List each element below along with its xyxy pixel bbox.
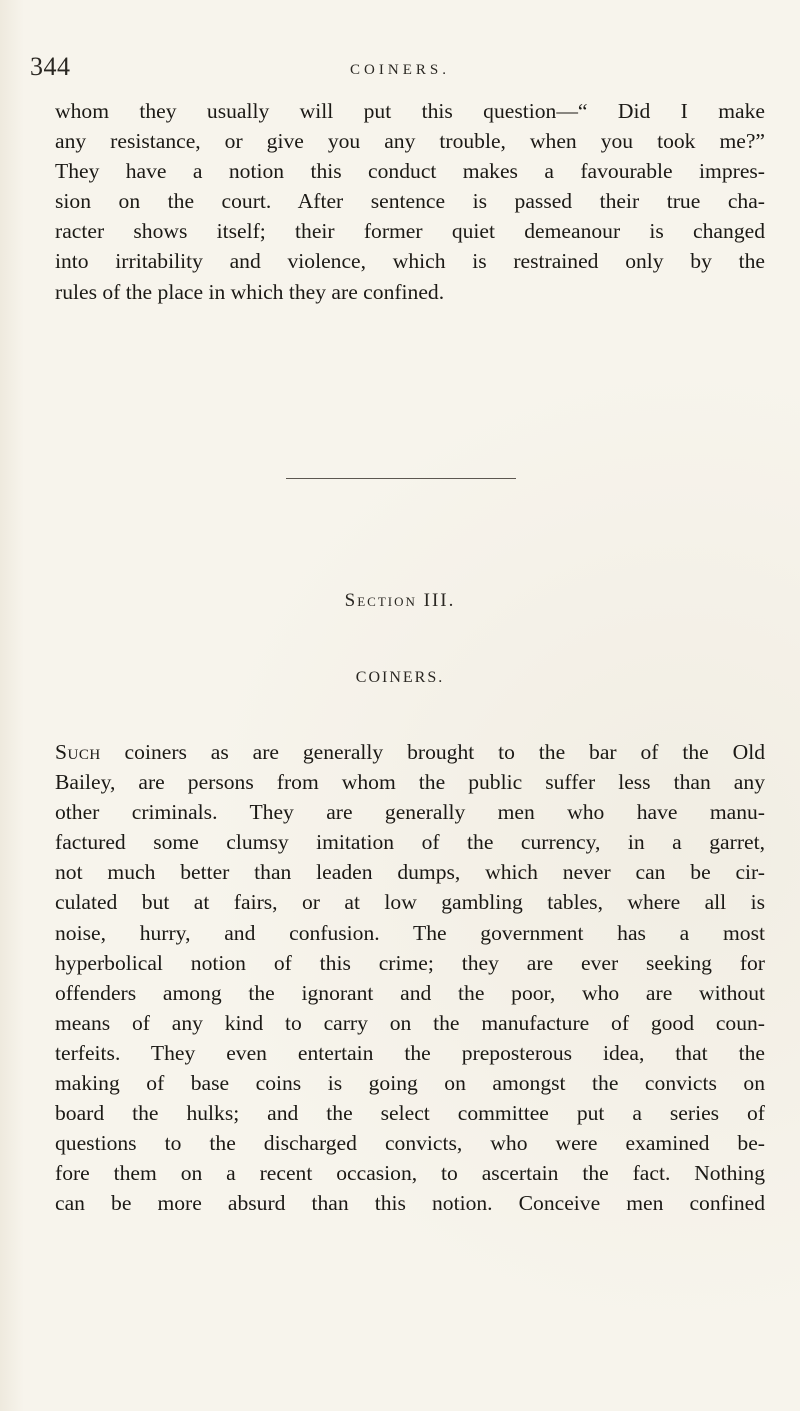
- text-line: can be more absurd than this notion. Conceive men confined: [55, 1191, 765, 1216]
- text-line: fore them on a recent occasion, to ascertain the fact. Nothing: [55, 1161, 765, 1186]
- text-line: not much better than leaden dumps, which never can be cir-: [55, 860, 765, 885]
- text-line: any resistance, or give you any trouble, when you took me?”: [55, 129, 765, 154]
- text-line: means of any kind to carry on the manufacture of good coun-: [55, 1010, 765, 1035]
- text-line: terfeits. They even entertain the preposterous idea, that the: [55, 1040, 765, 1065]
- text-line: culated but at fairs, or at low gambling tables, where all is: [55, 890, 765, 915]
- text-line: making of base coins is going on amongst the convicts on: [55, 1071, 765, 1096]
- opening-word: Such: [55, 740, 101, 764]
- text-line: questions to the discharged convicts, who were examined be-: [55, 1131, 765, 1156]
- text-line: noise, hurry, and confusion. The government has a most: [55, 920, 765, 945]
- running-head-title: COINERS.: [350, 62, 450, 78]
- text-line: factured some clumsy imitation of the currency, in a garret,: [55, 830, 765, 855]
- text-line: other criminals. They are generally men who have manu-: [55, 800, 765, 825]
- paragraph-2: [55, 737, 765, 1219]
- text-line: into irritability and violence, which is restrained only by the: [55, 249, 765, 274]
- text-line: hyperbolical notion of this crime; they are ever seeking for: [55, 950, 765, 975]
- page-number: 344: [30, 52, 71, 81]
- paragraph-1: [55, 96, 765, 307]
- text-line: They have a notion this conduct makes a favourable impres-: [55, 159, 765, 184]
- running-head: [30, 52, 770, 84]
- text-line: whom they usually will put this question—“ Did I make: [55, 99, 765, 123]
- text-line: Bailey, are persons from whom the public suffer less than any: [55, 770, 765, 795]
- text-line: offenders among the ignorant and the poor, who are without: [55, 980, 765, 1005]
- text-line: board the hulks; and the select committee put a series of: [55, 1101, 765, 1126]
- text-line: sion on the court. After sentence is passed their true cha-: [55, 189, 765, 214]
- section-title: COINERS.: [355, 669, 445, 686]
- text-line-first: [55, 737, 765, 767]
- first-line-text: coiners as are generally brought to the bar of the Old: [100, 740, 765, 764]
- section-divider-rule: [286, 478, 516, 479]
- section-heading: [0, 590, 800, 612]
- section-heading-text: Section III.: [344, 590, 456, 611]
- text-line: racter shows itself; their former quiet demeanour is changed: [55, 219, 765, 244]
- text-line: rules of the place in which they are confined.: [55, 279, 445, 304]
